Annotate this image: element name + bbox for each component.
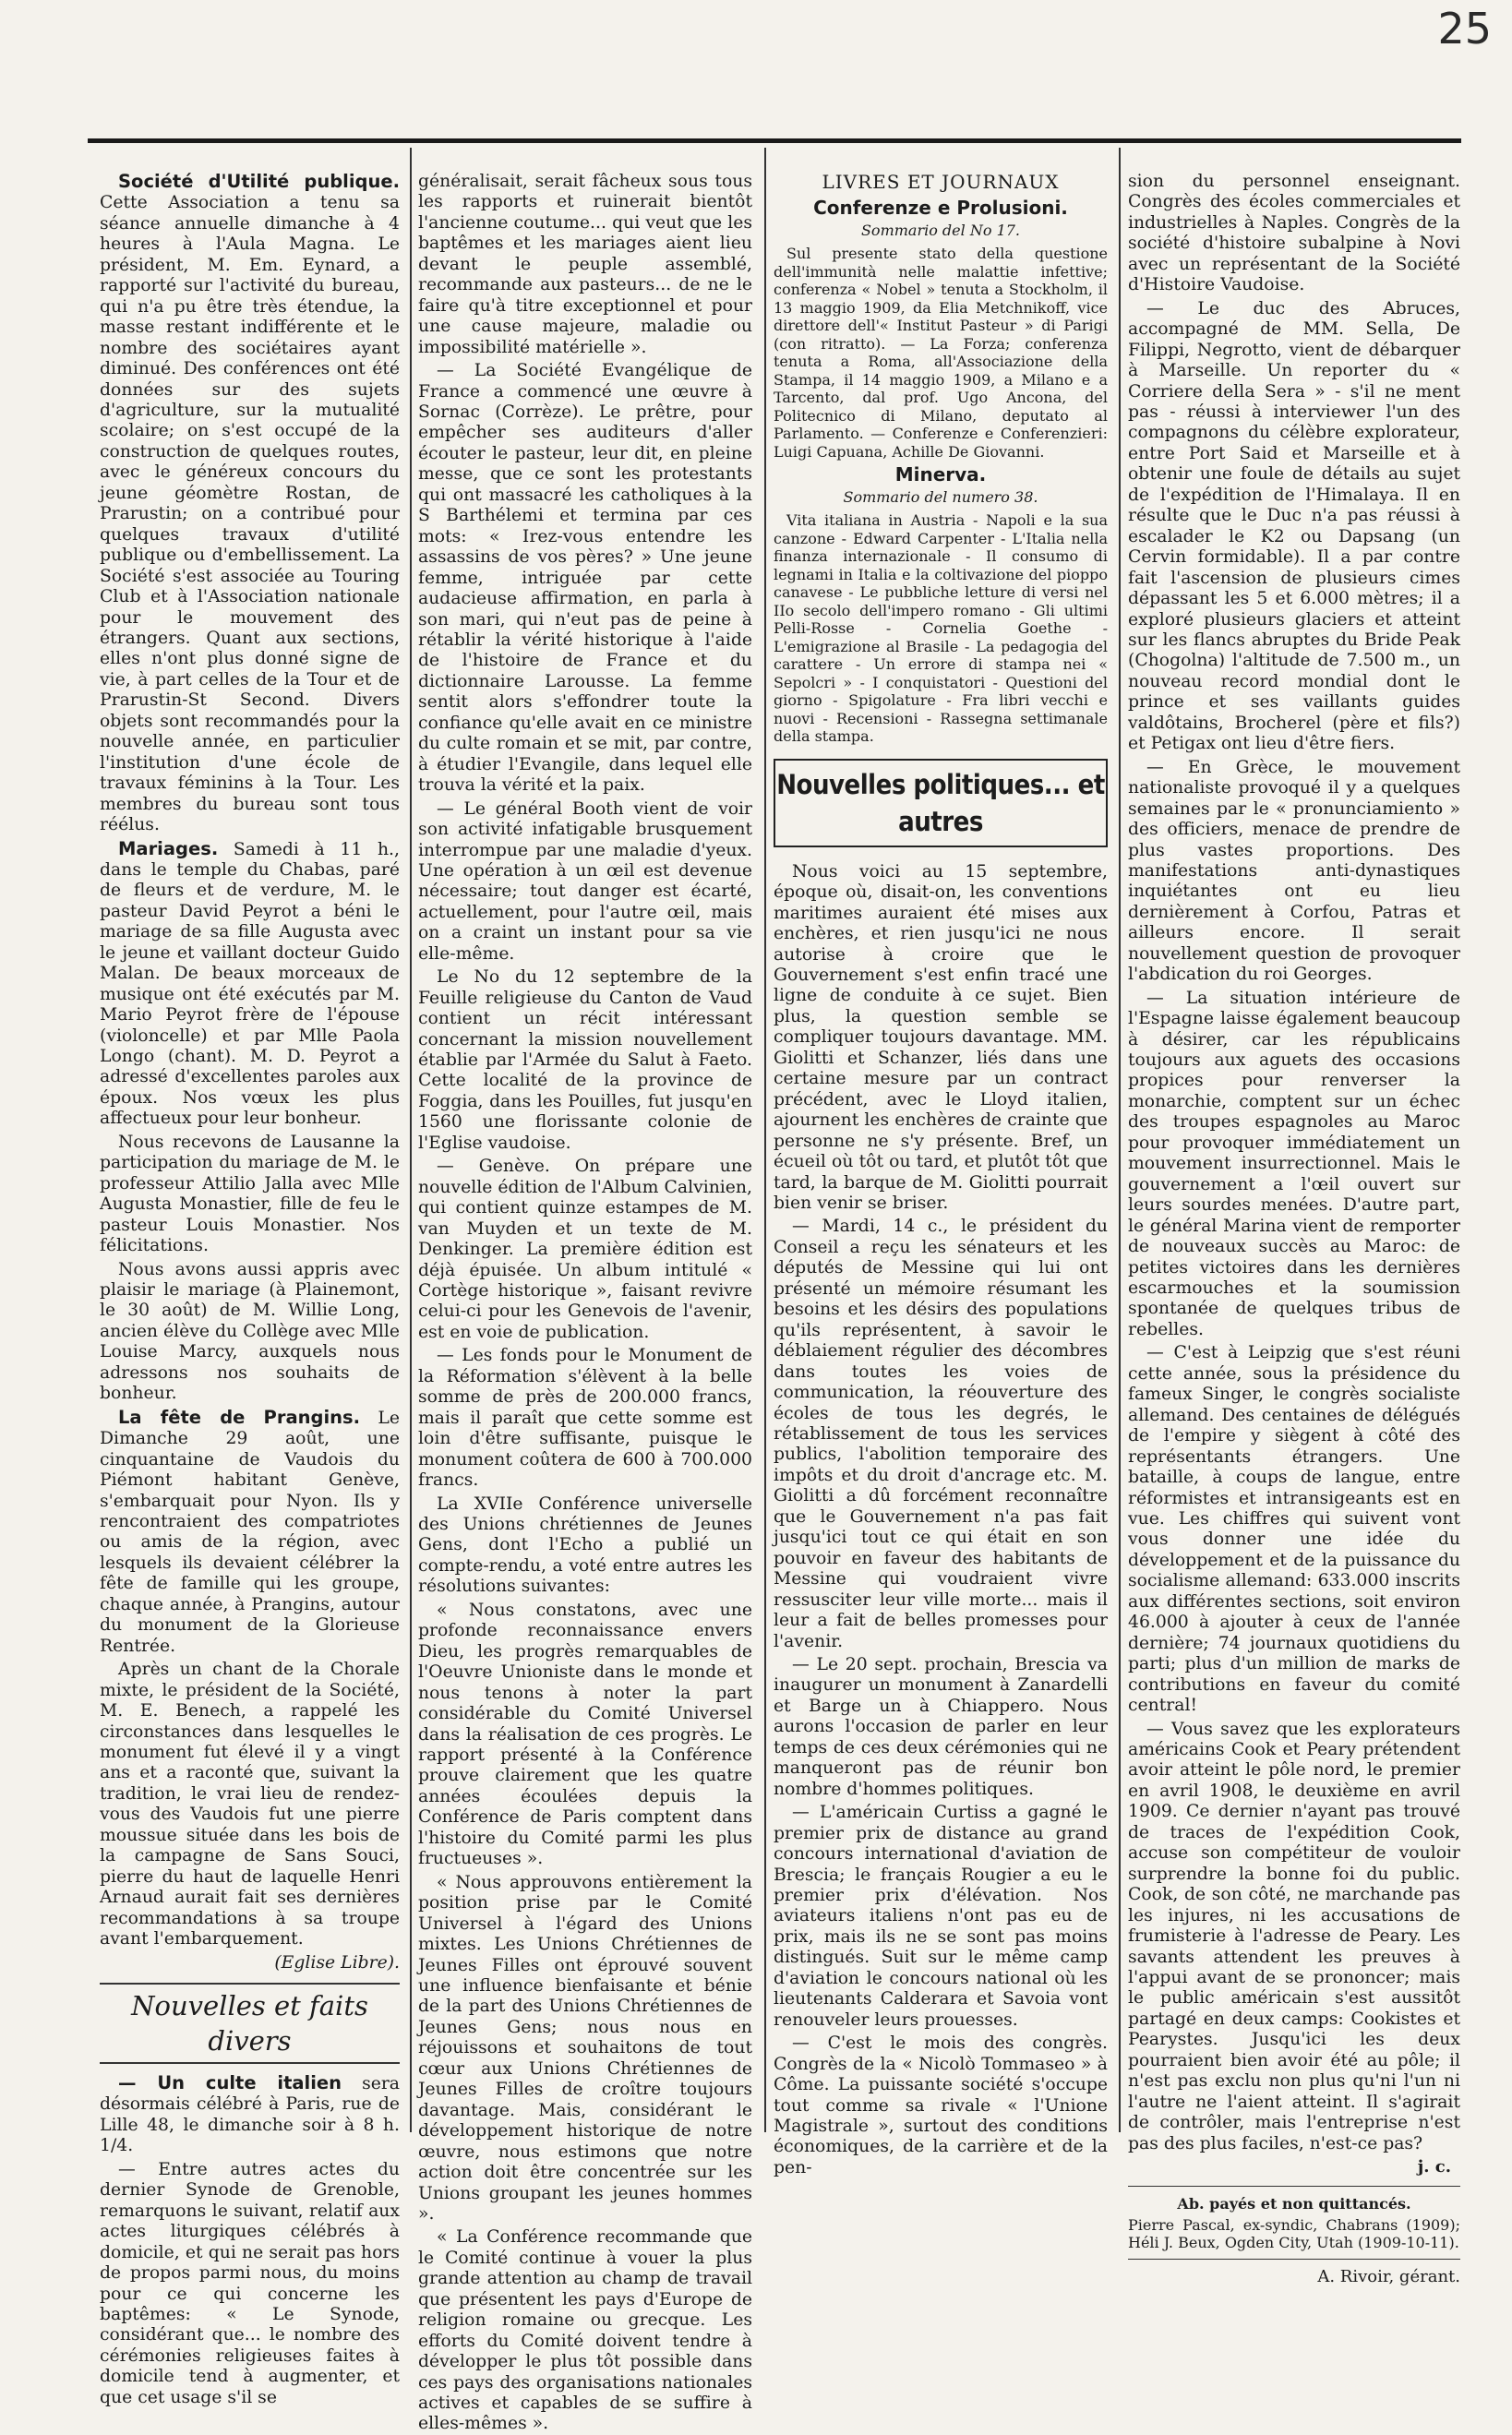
paragraph: « Nous approuvons entièrement la position prise par le Comité Universel à l'égard des Unions mixtes. Les Unions Chrétiennes de Jeunes Filles ont éprouvé souvent une influence bienfaisante et bénie de la part des Unions Chrétiennes de Jeunes Gens; nous nous en réjouissons et souhaitons de tout cœur aux Unions Chrétiennes de Jeunes Filles de croître toujours davantage. Mais, considérant le développement historique de notre œuvre, nous estimons que notre action doit être concentrée sur les Unions groupant les jeunes hommes ».: [418, 1872, 752, 2224]
review-title: Minerva.: [894, 463, 987, 486]
article-heading: Société d'Utilité publique.: [118, 171, 400, 192]
paragraph: — Vous savez que les explorateurs américains Cook et Peary prétendent avoir atteint le pôle nord, le premier en avril 1908, le deuxième en avril 1909. Ce dernier n'ayant pas trouvé de traces de l'expédition Cook, accuse son compétiteur de vouloir surprendre la bonne foi du public. Cook, de son côté, ne marchande pas les injures, ni les accusations de frumisterie à l'adresse de Peary. Les savants attendent les preuves à l'appui avant de se prononcer; mais le public américain s'est aussitôt partagé en deux camps: Cookistes et Pearystes. Jusqu'ici les deux pourraient bien avoir été au pôle; il n'est pas exclu non plus qu'ni l'un ni l'autre ne l'aient atteint. Il s'agirait de contrôler, mais l'entreprise n'est pas des plus faciles, n'est-ce pas?: [1128, 1719, 1460, 2153]
author-signature: j. c.: [1417, 2157, 1451, 2177]
column-divider: [410, 148, 412, 2132]
section-title-nouvelles-politiques: Nouvelles politiques... et autres: [774, 759, 1108, 847]
page-number: 25: [1437, 4, 1492, 54]
paragraph: Nous voici au 15 septembre, époque où, disait-on, les conventions maritimes auraient été mises aux enchères, et rien jusqu'ici ne nous autorise à croire que le Gouvernement s'est enfin tracé une ligne de conduite à ce sujet. Bien plus, la question semble se compliquer toujours davantage. MM. Giolitti et Schanzer, liés dans une certaine mesure par un contract précédent, avec le Lloyd italien, ajournent les enchères de crainte que personne ne s'y présente. Bref, un écueil où tôt ou tard, et plutôt tôt que tard, la barque de M. Giolitti pourrait bien venir se briser.: [774, 861, 1108, 1214]
paragraph: Nous recevons de Lausanne la participation du mariage de M. le professeur Attilio Jalla avec Mlle Augusta Monastier, fille de feu le pasteur Louis Monastier. Nos félicitations.: [100, 1132, 400, 1256]
column-divider: [1119, 148, 1121, 2132]
review-subtitle: Sommario del numero 38.: [843, 487, 1038, 506]
article-heading: Mariages.: [118, 837, 219, 859]
paragraph: — C'est le mois des congrès. Congrès de la « Nicolò Tommaseo » à Côme. La puissante société s'occupe tout comme sa rivale « l'Unione Magistrale », surtout des conditions économiques, de la carrière et de la pen-: [774, 2033, 1108, 2177]
paragraph: — La Société Evangélique de France a commencé une œuvre à Sornac (Corrèze). Le prêtre, pour empêcher ses auditeurs d'aller écouter le pasteur, leur dit, en pleine messe, que ce sont les protestants qui ont massacré les catholiques à la S Barthélemi et termina par ces mots: « Irez-vous entendre les assassins de vos pères? » Une jeune femme, intriguée par cette audacieuse affirmation, en parla à son mari, qui n'eut pas de peine à rétablir la vérité historique à l'aide de l'histoire de France et du dictionnaire Larousse. La femme sentit alors s'effondrer toute la confiance qu'elle avait en ce ministre du culte romain et se mit, par contre, à étudier l'Evangile, dans lequel elle trouva la vérité et la paix.: [418, 361, 752, 796]
article-heading: La fête de Prangins.: [118, 1406, 361, 1428]
section-title-livres-journaux: LIVRES ET JOURNAUX: [822, 171, 1060, 193]
divider: [1128, 2259, 1460, 2260]
source-signature: (Eglise Libre).: [274, 1952, 400, 1973]
review-text: Sul presente stato della questione dell'immunità nelle malattie infettive; conferenza « Nobel » tenuta a Stockholm, il 13 maggio 1909, da Elia Metchnikoff, vice direttore dell'« Institut Pasteur » di Parigi (con ritratto). — La Forza; conferenza tenuta a Roma, all'Associazione della Stampa, il 14 maggio 1909, a Milano e a Tarcento, dal prof. Ugo Ancona, del Politecnico di Milano, deputato al Parlamento. — Conferenze e Conferenzieri: Luigi Capuana, Achille De Giovanni.: [774, 245, 1108, 461]
paragraph: — L'américain Curtiss a gagné le premier prix de distance au grand concours international d'aviation de Brescia; le français Rougier a eu le premier prix d'élévation. Nos aviateurs italiens n'ont pas eu de prix, mais ils ne se sont pas moins distingués. Suit sur le même camp d'aviation le concours national où les lieutenants Calderara et Savoia vont renouveler leurs prouesses.: [774, 1803, 1108, 2030]
paragraph: « Nous constatons, avec une profonde reconnaissance envers Dieu, les progrès remarquables de l'Oeuvre Unioniste dans le monde et nous tenons à noter la part considérable du Comité Universel dans la réalisation de ces progrès. Le rapport présenté à la Conférence prouve clairement que les quatre années écoulées depuis la Conférence de Paris comptent dans l'histoire du Comité parmi les plus fructueuses ».: [418, 1600, 752, 1869]
paragraph: — La situation intérieure de l'Espagne laisse également beaucoup à désirer, car les républicains toujours aux aguets des occasions propices pour renverser la monarchie, comptent sur un échec des troupes espagnoles au Maroc pour provoquer immédiatement un mouvement insurrectionnel. Mais le gouvernement a l'œil ouvert sur leurs sourdes menées. D'autre part, le général Marina vient de remporter de nouveaux succès au Maroc: de petites victoires dans les dernières escarmouches et la soumission spontanée de quelques tribus de rebelles.: [1128, 988, 1460, 1339]
subscriptions-list: Pierre Pascal, ex-syndic, Chabrans (1909); Héli J. Beux, Ogden City, Utah (1909-10-11).: [1128, 2215, 1460, 2251]
column-3: [774, 171, 1108, 2177]
paragraph: — Le 20 sept. prochain, Brescia va inaugurer un monument à Zanardelli et Barge un à Chiappero. Nous aurons l'occasion de parler en leur temps de ces deux cérémonies qui ne manqueront pas de réunir bon nombre d'hommes politiques.: [774, 1654, 1108, 1799]
article-mariages: Mariages. Samedi à 11 h., dans le temple du Chabas, paré de fleurs et de verdure, M. le pasteur David Peyrot a béni le mariage de sa fille Augusta avec le jeune et vaillant docteur Guido Malan. De beaux morceaux de musique ont été exécutés par M. Mario Peyrot frère de l'épouse (violoncelle) et par Mlle Paola Longo (chant). M. D. Peyrot a adressé d'excellentes paroles aux époux. Nos vœux les plus affectueux pour leur bonheur.: [100, 837, 400, 1129]
review-subtitle: Sommario del No 17.: [860, 221, 1021, 239]
article-heading: — Un culte italien: [118, 2071, 342, 2093]
section-title-nouvelles-faits-divers: Nouvelles et faits divers: [100, 1983, 400, 2064]
column-1: [100, 171, 400, 2407]
top-rule: [88, 138, 1461, 143]
column-4: [1128, 172, 1460, 2286]
paragraph: — Entre autres actes du dernier Synode de Grenoble, remarquons le suivant, relatif aux actes liturgiques célébrés à domicile, et qui ne serait pas hors de propos parmi nous, du moins pour ce qui concerne les baptêmes: « Le Synode, considérant que... le nombre des cérémonies religieuses faites à domicile tend à augmenter, et que cet usage s'il se: [100, 2159, 400, 2407]
paragraph: La XVIIe Conférence universelle des Unions chrétiennes de Jeunes Gens, dont l'Echo a publié un compte-rendu, a voté entre autres les résolutions suivantes:: [418, 1493, 752, 1597]
column-divider: [764, 148, 766, 2132]
column-2: [418, 172, 752, 2434]
paragraph: Nous avons aussi appris avec plaisir le mariage (à Plainemont, le 30 août) de M. Willie Long, ancien élève du Collège avec Mlle Louise Marcy, auxquels nous adressons nos souhaits de bonheur.: [100, 1259, 400, 1404]
paragraph: — Mardi, 14 c., le président du Conseil a reçu les sénateurs et les députés de Messine qui lui ont présenté un mémoire résumant les besoins et les désirs des populations qu'ils représentent, à savoir le déblaiement régulier des décombres dans toutes les voies de communication, la réouverture des écoles de tous les degrés, le rétablissement de tous les services publics, l'abolition temporaire des impôts et du droit d'ancrage etc. M. Giolitti a dû forcément reconnaître que le Gouvernement n'a pas fait jusqu'ici tout ce qui était en son pouvoir en faveur des habitants de Messine qui voudraient vivre ressusciter leur ville morte... mais il leur a fait de belles promesses pour l'avenir.: [774, 1217, 1108, 1651]
review-text: Vita italiana in Austria - Napoli e la sua canzone - Edward Carpenter - L'Italia nella finanza internazionale - Il consumo di legnami in Italia e la coltivazione del pioppo canavese - Le pubbliche letture di versi nel IIo secolo dell'impero romano - Gli ultimi Pelli-Rosse - Cornelia Goethe - L'emigrazione al Brasile - La pedagogia del carattere - Un errore di stampa nei « Sepolcri » - I conquistatori - Questioni del giorno - Spigolature - Fra libri vecchi e nuovi - Recensioni - Rassegna settimanale della stampa.: [774, 511, 1108, 746]
article-societe-utilite: Société d'Utilité publique. Cette Association a tenu sa séance annuelle dimanche à 4 heures à l'Aula Magna. Le président, M. Em. Eynard, a rapporté sur l'activité du bureau, qui n'a pu être très étendue, la masse restant indifférente et le nombre des sociétaires ayant diminué. Des conférences ont été données sur des sujets d'agriculture, sur la mutualité scolaire; on s'est occupé de la construction de quelques routes, avec le généreux concours du jeune géomètre Rostan, de Prarustin; on a contribué pour quelques travaux d'utilité publique ou d'embellissement. La Société s'est associée au Touring Club et à l'Association nationale pour le mouvement des étrangers. Quant aux sections, elles n'ont plus donné signe de vie, à part celles de la Tour et de Prarustin-St Second. Divers objets sont recommandés pour la nouvelle année, en particulier l'institution d'une école de travaux féminins à la Tour. Les membres du bureau sont tous réélus.: [100, 171, 400, 835]
paragraph: — Genève. On prépare une nouvelle édition de l'Album Calvinien, qui contient quinze estampes de M. van Muyden et un texte de M. Denkinger. La première édition est déjà épuisée. Un album intitulé « Cortège historique », faisant revivre celui-ci pour les Genevois de l'avenir, est en voie de publication.: [418, 1157, 752, 1342]
paragraph: Le No du 12 septembre de la Feuille religieuse du Canton de Vaud contient un récit intéressant concernant la mission nouvellement établie par l'Armée du Salut à Faeto. Cette localité de la province de Foggia, dans les Pouilles, fut jusqu'en 1560 une florissante colonie de l'Eglise vaudoise.: [418, 967, 752, 1153]
paragraph: — Le duc des Abruces, accompagné de MM. Sella, De Filippi, Negrotto, vient de débarquer à Marseille. Un reporter du « Corriere della Sera » - s'il ne ment pas - réussi à interviewer l'un des compagnons du célèbre explorateur, entre Port Said et Marseille et à obtenir une foule de détails au sujet de l'expédition de l'Himalaya. Il en résulte que le Duc n'a pas réussi à escalader le K2 ou Dapsang (un Cervin formidable). Il a par contre fait l'ascension de plusieurs cimes dépassant les 5 et 6.000 mètres; il a exploré plusieurs glaciers et atteint sur les flancs abruptes du Bride Peak (Chogolna) l'altitude de 7.500 m., un nouveau record mondial dont le prince et ses vaillants guides valdôtains, Brocherel (père et fils?) et Petigax ont lieu d'être fiers.: [1128, 298, 1460, 754]
paragraph: Après un chant de la Chorale mixte, le président de la Société, M. E. Benech, a rappelé les circonstances dans lesquelles le monument fut élevé il y a vingt ans et a raconté que, suivant la tradition, le vrai lieu de rendez-vous des Vaudois fut une pierre moussue située dans les bois de la campagne de Sans Souci, pierre du haut de laquelle Henri Arnaud aurait fait ses dernières recommandations à sa troupe avant l'embarquement.: [100, 1660, 400, 1949]
paragraph: — Le général Booth vient de voir son activité infatigable brusquement interrompue par une maladie d'yeux. Une opération à un œil est devenue nécessaire; tout danger est écarté, actuellement, pour l'autre œil, mais on a craint un instant pour sa vie elle-même.: [418, 798, 752, 964]
paragraph: — C'est à Leipzig que s'est réuni cette année, sous la présidence du fameux Singer, le congrès socialiste allemand. Des centaines de délégués de l'empire y siègent à côté des représentants étrangers. Une bataille, à coups de langue, entre réformistes et intransigeants est en vue. Les chiffres qui suivent vont vous donner une idée du développement et de la puissance du socialisme allemand: 633.000 inscrits aux différentes sections, soit environ 46.000 à ajouter à ceux de l'année dernière; 74 journaux quotidiens du parti; plus d'un million de marks de contributions en faveur du comité central!: [1128, 1343, 1460, 1716]
article-culte-italien: — Un culte italien sera désormais célébré à Paris, rue de Lille 48, le dimanche soir à 8 h. 1/4.: [100, 2071, 400, 2156]
paragraph: généralisait, serait fâcheux sous tous les rapports et ruinerait bientôt l'ancienne coutume... qui veut que les baptêmes et les mariages aient lieu devant le peuple assemblé, recommande aux pasteurs... de ne le faire qu'à titre exceptionnel et pour une cause majeure, maladie ou impossibilité matérielle ».: [418, 172, 752, 357]
manager-signature: A. Rivoir, gérant.: [1317, 2266, 1460, 2286]
paragraph: — Les fonds pour le Monument de la Réformation s'élèvent à la belle somme de près de 200.000 francs, mais il paraît que cette somme est loin d'être suffisante, puisque le monument coûtera de 600 à 700.000 francs.: [418, 1346, 752, 1491]
paragraph: sion du personnel enseignant. Congrès des écoles commerciales et industrielles à Naples. Congrès de la société d'histoire subalpine à Novi avec un représentant de la Société d'Histoire Vaudoise.: [1128, 172, 1460, 295]
paragraph: « La Conférence recommande que le Comité continue à vouer la plus grande attention au champ de travail que présentent les pays d'Europe de religion romaine ou grecque. Les efforts du Comité doivent tendre à développer le plus tôt possible dans ces pays des organisations nationales actives et capables de se suffire à elles-mêmes ».: [418, 2227, 752, 2434]
paragraph: — En Grèce, le mouvement nationaliste provoqué il y a quelques semaines par le « pronunciamiento » des officiers, menace de prendre de plus vastes proportions. Des manifestations anti-dynastiques inquiétantes ont eu lieu dernièrement à Corfou, Patras et ailleurs encore. Il serait nouvellement question de provoquer l'abdication du roi Georges.: [1128, 757, 1460, 985]
divider: [1128, 2186, 1460, 2187]
review-title: Conferenze e Prolusioni.: [813, 197, 1068, 220]
article-fete-prangins: La fête de Prangins. Le Dimanche 29 août, une cinquantaine de Vaudois du Piémont habitant Genève, s'embarquait pour Nyon. Ils y rencontraient des compatriotes ou amis de la région, avec lesquels ils devaient célébrer la fête de famille qui les groupe, chaque année, à Prangins, autour du monument de la Glorieuse Rentrée.: [100, 1406, 400, 1656]
subscriptions-title: Ab. payés et non quittancés.: [1177, 2194, 1411, 2213]
